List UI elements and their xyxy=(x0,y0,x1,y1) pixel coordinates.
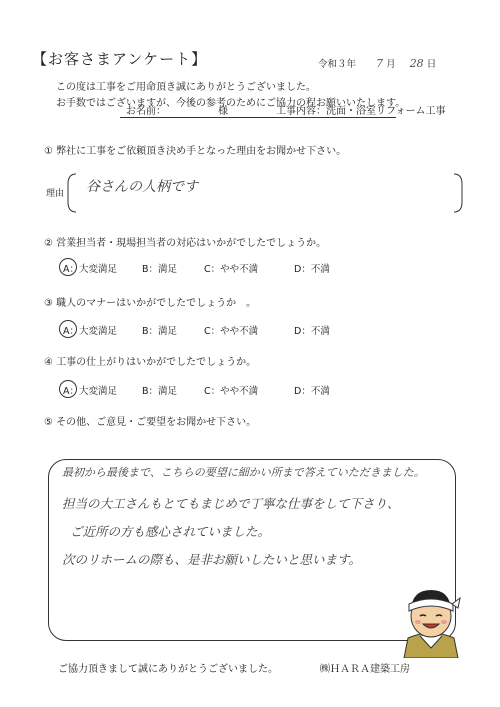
comment-line-3: ご近所の方も感心されていました。 xyxy=(70,524,271,539)
q2-option-d: D：不満 xyxy=(294,264,330,275)
q3-option-a: A：大変満足 xyxy=(63,326,117,337)
q3-option-c: C：やや不満 xyxy=(204,326,259,337)
company-name: ㈱ＨＡＲＡ建築工房 xyxy=(320,664,410,675)
q2-option-b: B：満足 xyxy=(142,264,178,275)
footer-thanks: ご協力頂きまして誠にありがとうございました。 xyxy=(58,664,278,675)
q4-option-b: B：満足 xyxy=(142,386,178,397)
survey-date xyxy=(318,56,436,70)
honorific: 様 xyxy=(218,106,228,117)
work-description: 工事内容：洗面・浴室リフォーム工事 xyxy=(276,106,446,117)
q3-option-b: B：満足 xyxy=(142,326,178,337)
question-2: ② 営業担当者・現場担当者の対応はいかがでしたでしょうか。 xyxy=(44,238,327,249)
name-underline xyxy=(120,117,396,118)
date-day-handwritten: 28 xyxy=(409,57,424,70)
comment-line-4: 次のリホームの際も、是非お願いしたいと思います。 xyxy=(62,552,362,567)
q3-option-d: D：不満 xyxy=(294,326,330,337)
survey-title: 【お客さまアンケート】 xyxy=(32,50,208,68)
date-era: 令和３年 xyxy=(318,59,357,70)
reason-answer: 谷さんの人柄です xyxy=(86,179,198,195)
reason-label: 理由 xyxy=(46,189,65,199)
intro-line-2: お手数ではございますが、今後の参考のためにご協力の程お願いいたします。 xyxy=(56,98,406,109)
date-day-label: 日 xyxy=(426,59,437,70)
q4-option-a: A：大変満足 xyxy=(63,386,117,397)
intro-line-1: この度は工事をご用命頂き誠にありがとうございました。 xyxy=(56,82,316,93)
date-month-handwritten: 7 xyxy=(376,57,384,70)
q4-option-c: C：やや不満 xyxy=(204,386,259,397)
question-5: ⑤ その他、ご意見・ご要望をお聞かせ下さい。 xyxy=(44,417,257,428)
question-1: ① 弊社に工事をご依頼頂き決め手となった理由をお聞かせ下さい。 xyxy=(44,146,347,157)
date-month-label: 月 xyxy=(386,59,396,70)
question-4: ④ 工事の仕上がりはいかがでしたでしょうか。 xyxy=(44,357,257,368)
name-label: お名前： xyxy=(126,106,166,117)
question-3: ③ 職人のマナーはいかがでしたでしょうか 。 xyxy=(44,298,257,309)
comment-line-2: 担当の大工さんもとてもまじめで丁寧な仕事をして下さり、 xyxy=(62,496,400,511)
q4-option-d: D：不満 xyxy=(294,386,330,397)
q2-option-a: A：大変満足 xyxy=(63,264,117,275)
comment-line-1: 最初から最後まで、こちらの要望に細かい所まで答えていただきました。 xyxy=(62,466,425,479)
q2-option-c: C：やや不満 xyxy=(204,264,259,275)
carpenter-mascot-illustration xyxy=(398,580,464,658)
